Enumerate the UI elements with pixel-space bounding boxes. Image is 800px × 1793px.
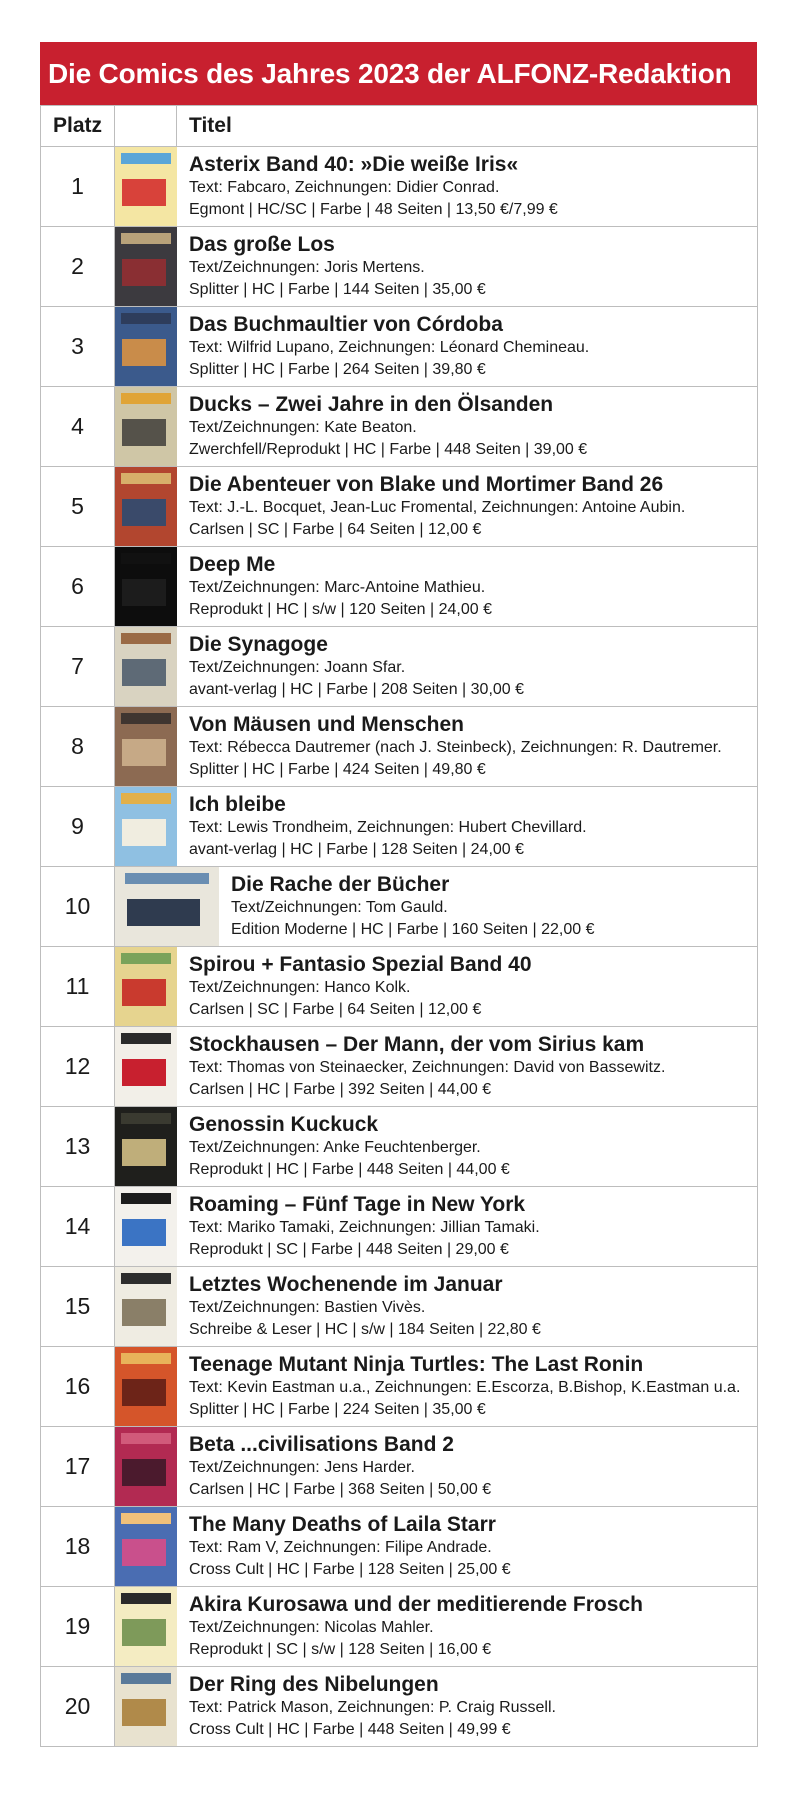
cover-art-band [122, 1219, 165, 1247]
comic-details: Splitter | HC | Farbe | 264 Seiten | 39,80 € [189, 361, 486, 378]
cover-title-band [121, 633, 171, 644]
comic-title: Die Rache der Bücher [231, 873, 450, 896]
comic-title: Ich bleibe [189, 793, 286, 816]
comic-info [177, 867, 758, 947]
comic-info [177, 147, 758, 227]
cover-cell [115, 1027, 177, 1107]
comic-credits: Text: Fabcaro, Zeichnungen: Didier Conrad. [189, 179, 500, 196]
rank-number: 6 [41, 547, 115, 627]
cover-title-band [121, 1593, 171, 1604]
cover-cell [115, 1107, 177, 1187]
rank-number: 12 [41, 1027, 115, 1107]
comic-details: Zwerchfell/Reprodukt | HC | Farbe | 448 Seiten | 39,00 € [189, 441, 588, 458]
comic-cover-image [115, 1107, 177, 1186]
comic-credits: Text/Zeichnungen: Kate Beaton. [189, 419, 417, 436]
comic-cover-image [115, 147, 177, 226]
comic-info [177, 1187, 758, 1267]
comic-title: Das Buchmaultier von Córdoba [189, 313, 503, 336]
ranking-table [40, 105, 758, 1747]
comic-details: Reprodukt | SC | Farbe | 448 Seiten | 29,00 € [189, 1241, 509, 1258]
cover-cell [115, 227, 177, 307]
comic-details: Splitter | HC | Farbe | 424 Seiten | 49,80 € [189, 761, 486, 778]
rank-number: 11 [41, 947, 115, 1027]
comic-title: Stockhausen – Der Mann, der vom Sirius kam [189, 1033, 645, 1056]
comic-title: Akira Kurosawa und der meditierende Frosch [189, 1593, 643, 1616]
comic-info [177, 307, 758, 387]
comic-credits: Text: Mariko Tamaki, Zeichnungen: Jillian Tamaki. [189, 1219, 540, 1236]
rank-number: 5 [41, 467, 115, 547]
comic-credits: Text/Zeichnungen: Jens Harder. [189, 1459, 415, 1476]
rank-number: 14 [41, 1187, 115, 1267]
comic-details: Carlsen | HC | Farbe | 392 Seiten | 44,00 € [189, 1081, 492, 1098]
comic-title: Spirou + Fantasio Spezial Band 40 [189, 953, 532, 976]
comic-credits: Text: J.-L. Bocquet, Jean-Luc Fromental, Zeichnungen: Antoine Aubin. [189, 499, 686, 516]
comic-cover-image [115, 1027, 177, 1106]
rank-number: 1 [41, 147, 115, 227]
cover-cell [115, 1187, 177, 1267]
comic-credits: Text/Zeichnungen: Marc-Antoine Mathieu. [189, 579, 486, 596]
cover-art-band [122, 1699, 165, 1727]
cover-title-band [121, 713, 171, 724]
cover-art-band [122, 1059, 165, 1087]
header-titel: Titel [177, 106, 758, 147]
header-platz: Platz [41, 106, 115, 147]
page-title: Die Comics des Jahres 2023 der ALFONZ-Redaktion [40, 42, 757, 105]
comic-info [177, 947, 758, 1027]
comic-credits: Text/Zeichnungen: Anke Feuchtenberger. [189, 1139, 481, 1156]
table-row [41, 1667, 758, 1747]
comic-details: Cross Cult | HC | Farbe | 448 Seiten | 49,99 € [189, 1721, 511, 1738]
cover-title-band [121, 233, 171, 244]
comic-details: Splitter | HC | Farbe | 224 Seiten | 35,00 € [189, 1401, 486, 1418]
comic-info [177, 1427, 758, 1507]
comic-credits: Text/Zeichnungen: Tom Gauld. [231, 899, 448, 916]
table-row [41, 467, 758, 547]
rank-number: 13 [41, 1107, 115, 1187]
cover-title-band [121, 1273, 171, 1284]
rank-number: 15 [41, 1267, 115, 1347]
table-row [41, 547, 758, 627]
comic-info [177, 627, 758, 707]
comic-title: Das große Los [189, 233, 335, 256]
cover-art-band [122, 979, 165, 1007]
cover-title-band [121, 1673, 171, 1684]
comic-cover-image [115, 547, 177, 626]
cover-art-band [127, 899, 200, 927]
comic-cover-image [115, 1587, 177, 1666]
cover-art-band [122, 739, 165, 767]
comic-info [177, 1267, 758, 1347]
comic-title: Genossin Kuckuck [189, 1113, 379, 1136]
rank-number: 19 [41, 1587, 115, 1667]
comic-credits: Text: Wilfrid Lupano, Zeichnungen: Léonard Chemineau. [189, 339, 590, 356]
comic-credits: Text: Thomas von Steinaecker, Zeichnungen: David von Bassewitz. [189, 1059, 666, 1076]
comic-details: Carlsen | HC | Farbe | 368 Seiten | 50,00 € [189, 1481, 492, 1498]
comic-cover-image [115, 867, 219, 946]
cover-cell [115, 1587, 177, 1667]
comic-title: Asterix Band 40: »Die weiße Iris« [189, 153, 519, 176]
comic-title: Letztes Wochenende im Januar [189, 1273, 503, 1296]
comic-credits: Text/Zeichnungen: Hanco Kolk. [189, 979, 411, 996]
comic-cover-image [115, 1427, 177, 1506]
comic-info [177, 707, 758, 787]
comic-credits: Text: Rébecca Dautremer (nach J. Steinbeck), Zeichnungen: R. Dautremer. [189, 739, 722, 756]
comic-cover-image [115, 307, 177, 386]
cover-art-band [122, 1299, 165, 1327]
rank-number: 9 [41, 787, 115, 867]
rank-number: 2 [41, 227, 115, 307]
table-row [41, 1347, 758, 1427]
comic-title: Der Ring des Nibelungen [189, 1673, 439, 1696]
comic-info [177, 1587, 758, 1667]
table-row [41, 1587, 758, 1667]
cover-cell [115, 1267, 177, 1347]
cover-title-band [121, 953, 171, 964]
comic-details: Reprodukt | SC | s/w | 128 Seiten | 16,00 € [189, 1641, 492, 1658]
cover-art-band [122, 1459, 165, 1487]
cover-art-band [122, 339, 165, 367]
comic-cover-image [115, 627, 177, 706]
comic-title: The Many Deaths of Laila Starr [189, 1513, 496, 1536]
cover-cell [115, 387, 177, 467]
comic-cover-image [115, 707, 177, 786]
comic-details: Carlsen | SC | Farbe | 64 Seiten | 12,00 € [189, 521, 482, 538]
comic-cover-image [115, 947, 177, 1026]
cover-art-band [122, 179, 165, 207]
comic-details: avant-verlag | HC | Farbe | 128 Seiten | 24,00 € [189, 841, 525, 858]
cover-art-band [122, 1619, 165, 1647]
comic-title: Die Synagoge [189, 633, 328, 656]
comic-title: Die Abenteuer von Blake und Mortimer Band 26 [189, 473, 664, 496]
rank-number: 17 [41, 1427, 115, 1507]
comic-cover-image [115, 1507, 177, 1586]
comic-cover-image [115, 787, 177, 866]
cover-title-band [121, 473, 171, 484]
header-cover [115, 106, 177, 147]
comic-info [177, 387, 758, 467]
table-row [41, 707, 758, 787]
table-row [41, 627, 758, 707]
rank-number: 4 [41, 387, 115, 467]
rank-number: 8 [41, 707, 115, 787]
rank-number: 18 [41, 1507, 115, 1587]
comic-credits: Text/Zeichnungen: Joris Mertens. [189, 259, 425, 276]
rank-number: 10 [41, 867, 115, 947]
rank-number: 16 [41, 1347, 115, 1427]
comic-info [177, 1667, 758, 1747]
comics-list [40, 42, 757, 1747]
cover-title-band [121, 793, 171, 804]
table-row [41, 1507, 758, 1587]
comic-cover-image [115, 387, 177, 466]
comic-details: Splitter | HC | Farbe | 144 Seiten | 35,00 € [189, 281, 486, 298]
comic-credits: Text: Ram V, Zeichnungen: Filipe Andrade. [189, 1539, 492, 1556]
rank-number: 20 [41, 1667, 115, 1747]
cover-cell [115, 307, 177, 387]
cover-cell [115, 547, 177, 627]
cover-cell [115, 1427, 177, 1507]
comic-details: Carlsen | SC | Farbe | 64 Seiten | 12,00 € [189, 1001, 482, 1018]
comic-title: Beta ...civilisations Band 2 [189, 1433, 454, 1456]
comic-cover-image [115, 1187, 177, 1266]
cover-title-band [121, 153, 171, 164]
comic-cover-image [115, 1267, 177, 1346]
table-row [41, 387, 758, 467]
comic-title: Deep Me [189, 553, 276, 576]
comic-title: Ducks – Zwei Jahre in den Ölsanden [189, 393, 554, 416]
table-row [41, 1427, 758, 1507]
table-row [41, 867, 758, 947]
cover-art-band [122, 659, 165, 687]
comic-details: Edition Moderne | HC | Farbe | 160 Seiten | 22,00 € [231, 921, 595, 938]
comic-details: Schreibe & Leser | HC | s/w | 184 Seiten | 22,80 € [189, 1321, 541, 1338]
rank-number: 7 [41, 627, 115, 707]
cover-art-band [122, 499, 165, 527]
table-row [41, 1187, 758, 1267]
comic-cover-image [115, 1347, 177, 1426]
table-row [41, 1027, 758, 1107]
cover-cell [115, 707, 177, 787]
cover-cell [115, 467, 177, 547]
cover-title-band [121, 1513, 171, 1524]
comic-details: avant-verlag | HC | Farbe | 208 Seiten | 30,00 € [189, 681, 525, 698]
comic-title: Teenage Mutant Ninja Turtles: The Last Ronin [189, 1353, 644, 1376]
cover-art-band [122, 419, 165, 447]
comic-info [177, 227, 758, 307]
comic-cover-image [115, 1667, 177, 1746]
cover-art-band [122, 1379, 165, 1407]
cover-title-band [125, 873, 208, 884]
cover-art-band [122, 259, 165, 287]
cover-cell [115, 627, 177, 707]
comic-info [177, 1027, 758, 1107]
cover-cell [115, 867, 177, 947]
rank-number: 3 [41, 307, 115, 387]
cover-title-band [121, 553, 171, 564]
cover-art-band [122, 819, 165, 847]
comic-credits: Text: Kevin Eastman u.a., Zeichnungen: E.Escorza, B.Bishop, K.Eastman u.a. [189, 1379, 741, 1396]
comic-info [177, 1507, 758, 1587]
table-header-row [41, 106, 758, 147]
cover-cell [115, 787, 177, 867]
comic-credits: Text/Zeichnungen: Bastien Vivès. [189, 1299, 426, 1316]
table-row [41, 227, 758, 307]
cover-title-band [121, 313, 171, 324]
cover-cell [115, 1667, 177, 1747]
cover-cell [115, 147, 177, 227]
comic-title: Von Mäusen und Menschen [189, 713, 464, 736]
cover-title-band [121, 1193, 171, 1204]
table-row [41, 307, 758, 387]
cover-title-band [121, 1433, 171, 1444]
comic-credits: Text: Lewis Trondheim, Zeichnungen: Hubert Chevillard. [189, 819, 587, 836]
comic-cover-image [115, 467, 177, 546]
comic-info [177, 1347, 758, 1427]
cover-cell [115, 1347, 177, 1427]
cover-title-band [121, 1353, 171, 1364]
comic-credits: Text/Zeichnungen: Joann Sfar. [189, 659, 406, 676]
table-row [41, 1267, 758, 1347]
comic-info [177, 467, 758, 547]
table-row [41, 147, 758, 227]
comic-info [177, 787, 758, 867]
table-row [41, 1107, 758, 1187]
cover-title-band [121, 1033, 171, 1044]
table-row [41, 947, 758, 1027]
comic-credits: Text/Zeichnungen: Nicolas Mahler. [189, 1619, 434, 1636]
comic-info [177, 547, 758, 627]
table-row [41, 787, 758, 867]
comic-details: Reprodukt | HC | Farbe | 448 Seiten | 44,00 € [189, 1161, 510, 1178]
comic-title: Roaming – Fünf Tage in New York [189, 1193, 526, 1216]
comic-credits: Text: Patrick Mason, Zeichnungen: P. Craig Russell. [189, 1699, 556, 1716]
comic-details: Cross Cult | HC | Farbe | 128 Seiten | 25,00 € [189, 1561, 511, 1578]
cover-title-band [121, 393, 171, 404]
comic-details: Reprodukt | HC | s/w | 120 Seiten | 24,00 € [189, 601, 493, 618]
cover-art-band [122, 1539, 165, 1567]
cover-art-band [122, 1139, 165, 1167]
comic-cover-image [115, 227, 177, 306]
cover-title-band [121, 1113, 171, 1124]
cover-art-band [122, 579, 165, 607]
cover-cell [115, 1507, 177, 1587]
comic-info [177, 1107, 758, 1187]
cover-cell [115, 947, 177, 1027]
comic-details: Egmont | HC/SC | Farbe | 48 Seiten | 13,50 €/7,99 € [189, 201, 558, 218]
